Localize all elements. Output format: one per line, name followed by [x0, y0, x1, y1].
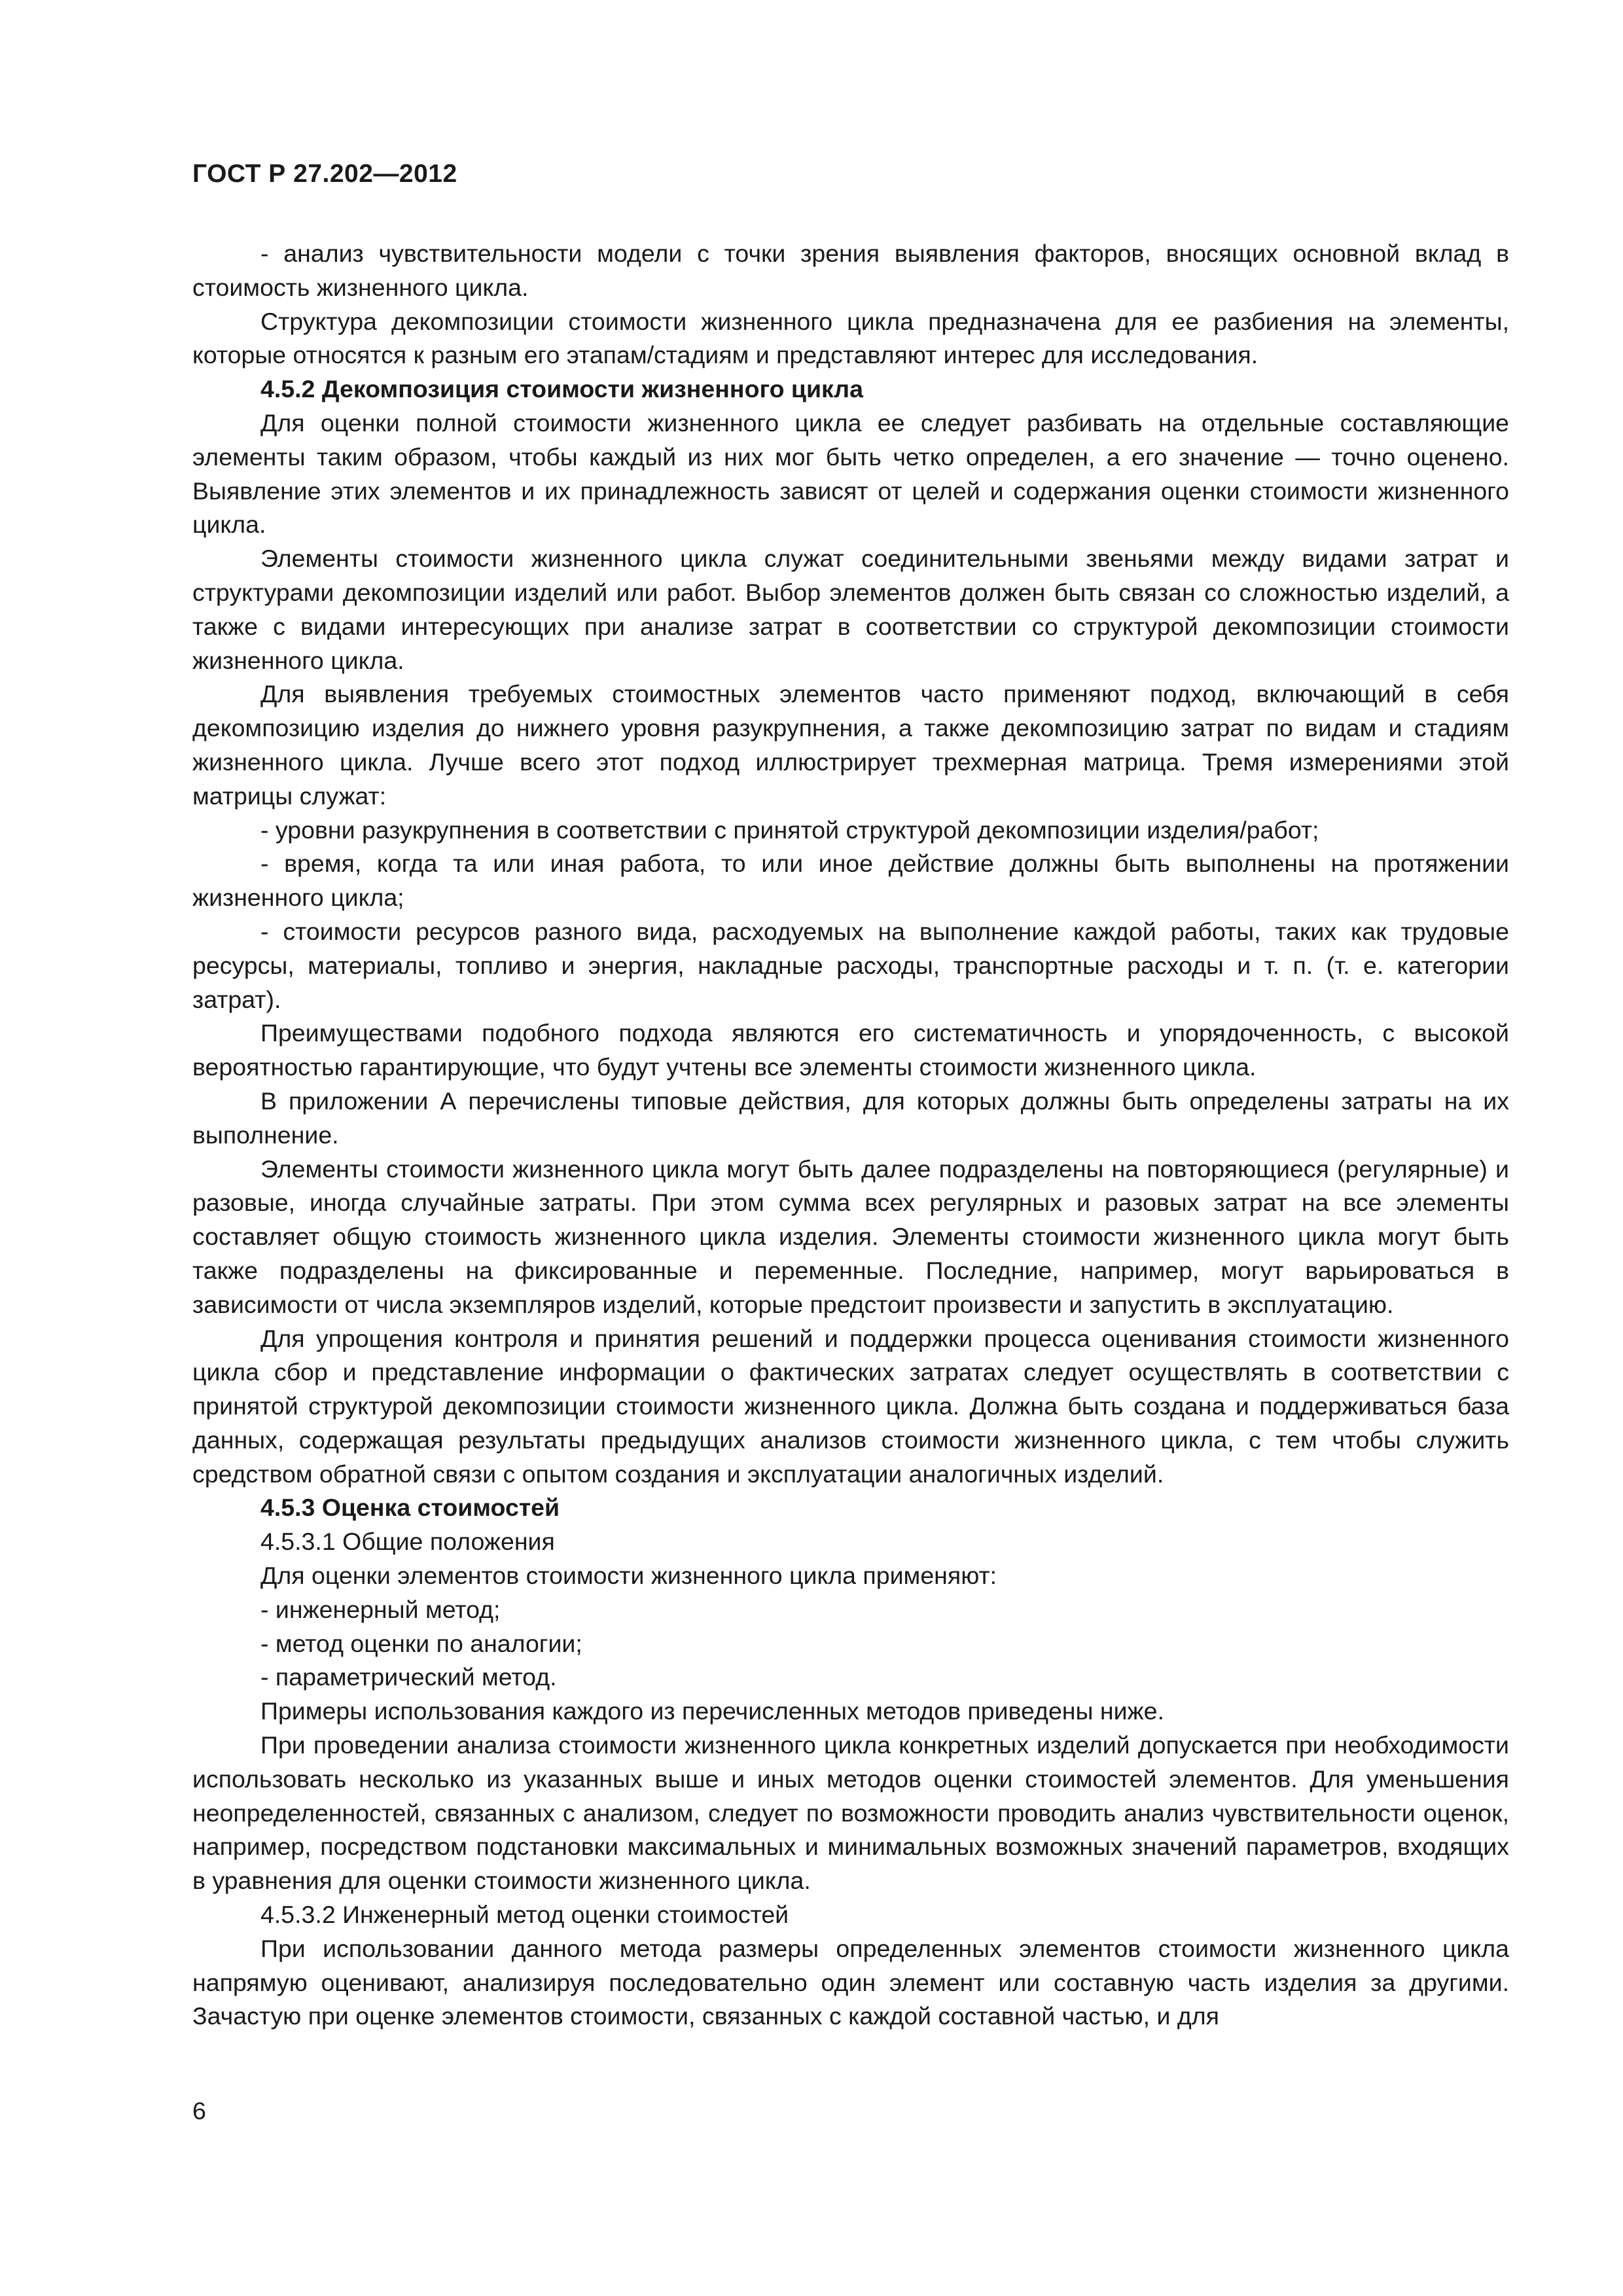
paragraph: Преимуществами подобного подхода являются его систематичность и упорядоченность, с высокой вероятностью гарантирующие, что будут учтены все элементы стоимости жизненного цикла. — [192, 1019, 1509, 1081]
page-number: 6 — [192, 2097, 206, 2125]
list-item: - параметрический метод. — [260, 1663, 557, 1691]
list-item: - уровни разукрупнения в соответствии с принятой структурой декомпозиции изделия/работ; — [260, 816, 1319, 844]
paragraph: Структура декомпозиции стоимости жизненного цикла предназначена для ее разбиения на элементы, которые относятся к разным его этапам/стадиям и представляют интерес для исследования. — [192, 307, 1509, 369]
list-item: - инженерный метод; — [260, 1595, 501, 1623]
section-heading: 4.5.3 Оценка стоимостей — [260, 1494, 560, 1522]
paragraph: Для упрощения контроля и принятия решений и поддержки процесса оценивания стоимости жизненного цикла сбор и представление информации о фактических затратах следует осуществлять в соответствии с принятой структурой декомпозиции стоимости жизненного цикла. Должна быть создана и поддерживаться база данных, содержащая результаты предыдущих анализов стоимости жизненного цикла, с тем чтобы служить средством обратной связи с опытом создания и эксплуатации аналогичных изделий. — [192, 1324, 1509, 1488]
list-item: - время, когда та или иная работа, то или иное действие должны быть выполнены на протяжении жизненного цикла; — [192, 850, 1509, 912]
subsection-heading: 4.5.3.1 Общие положения — [260, 1528, 555, 1556]
list-item: - стоимости ресурсов разного вида, расходуемых на выполнение каждой работы, таких как трудовые ресурсы, материалы, топливо и энергия, накладные расходы, транспортные расходы и т. п. (т. е. категории затрат). — [192, 917, 1509, 1013]
document-body — [192, 237, 1509, 2034]
section-heading: 4.5.2 Декомпозиция стоимости жизненного цикла — [260, 375, 863, 403]
paragraph: - анализ чувствительности модели с точки зрения выявления факторов, вносящих основной вклад в стоимость жизненного цикла. — [192, 240, 1509, 301]
subsection-heading: 4.5.3.2 Инженерный метод оценки стоимостей — [260, 1901, 789, 1929]
list-item: - метод оценки по аналогии; — [260, 1629, 582, 1657]
paragraph: Элементы стоимости жизненного цикла могут быть далее подразделены на повторяющиеся (регулярные) и разовые, иногда случайные затраты. При этом сумма всех регулярных и разовых затрат на все элементы составляет общую стоимость жизненного цикла изделия. Элементы стоимости жизненного цикла могут быть также подразделены на фиксированные и переменные. Последние, например, могут варьироваться в зависимости от числа экземпляров изделий, которые предстоит произвести и запустить в эксплуатацию. — [192, 1155, 1509, 1318]
paragraph: В приложении А перечислены типовые действия, для которых должны быть определены затраты на их выполнение. — [192, 1086, 1509, 1149]
standard-header: ГОСТ Р 27.202—2012 — [192, 160, 457, 188]
paragraph: Для выявления требуемых стоимостных элементов часто применяют подход, включающий в себя декомпозицию изделия до нижнего уровня разукрупнения, а также декомпозицию затрат по видам и стадиям жизненного цикла. Лучше всего этот подход иллюстрирует трехмерная матрица. Тремя измерениями этой матрицы служат: — [192, 680, 1509, 810]
paragraph: При использовании данного метода размеры определенных элементов стоимости жизненного цикла напрямую оценивают, анализируя последовательно один элемент или составную часть изделия за другими. Зачастую при оценке элементов стоимости, связанных с каждой составной частью, и для — [192, 1934, 1509, 2030]
paragraph: Для оценки полной стоимости жизненного цикла ее следует разбивать на отдельные составляющие элементы таким образом, чтобы каждый из них мог быть четко определен, а его значение — точно оценено. Выявление этих элементов и их принадлежность зависят от целей и содержания оценки стоимости жизненного цикла. — [192, 408, 1509, 539]
paragraph: Для оценки элементов стоимости жизненного цикла применяют: — [260, 1562, 997, 1590]
paragraph: При проведении анализа стоимости жизненного цикла конкретных изделий допускается при необходимости использовать несколько из указанных выше и иных методов оценки стоимостей элементов. Для уменьшения неопределенностей, связанных с анализом, следует по возможности проводить анализ чувствительности оценок, например, посредством подстановки максимальных и минимальных возможных значений параметров, входящих в уравнения для оценки стоимости жизненного цикла. — [192, 1731, 1509, 1895]
paragraph: Примеры использования каждого из перечисленных методов приведены ниже. — [260, 1697, 1164, 1725]
paragraph: Элементы стоимости жизненного цикла служат соединительными звеньями между видами затрат и структурами декомпозиции изделий или работ. Выбор элементов должен быть связан со сложностью изделий, а также с видами интересующих при анализе затрат в соответствии со структурой декомпозиции стоимости жизненного цикла. — [192, 545, 1509, 674]
